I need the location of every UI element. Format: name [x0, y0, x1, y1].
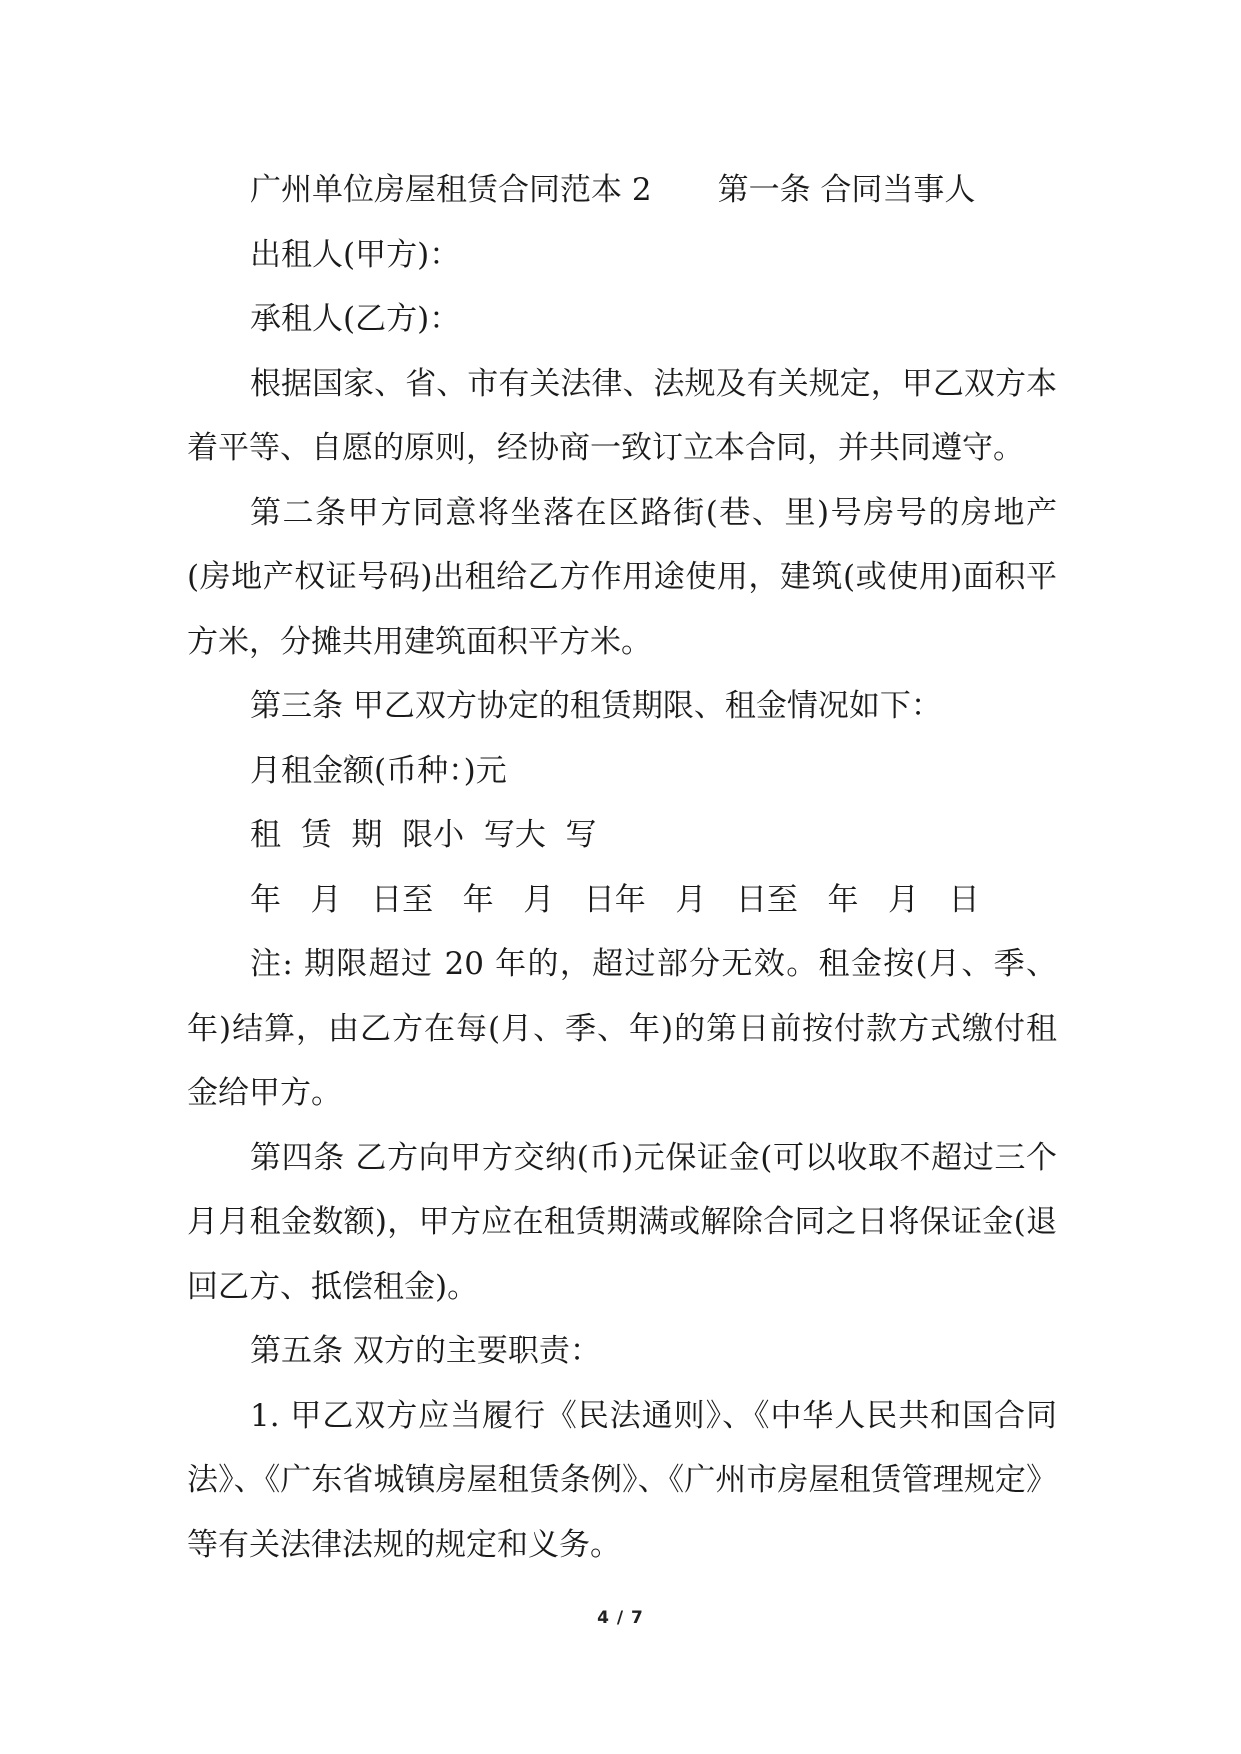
lessee-line: 承租人(乙方)：	[250, 301, 461, 337]
document-body	[187, 158, 1057, 1577]
article-2-paragraph: 第二条甲方同意将坐落在区路街(巷、里)号房号的房地产(房地产权证号码)出租给乙方作用途使用，建筑(或使用)面积平方米，分摊共用建筑面积平方米。	[187, 494, 1057, 660]
contract-heading-line	[187, 158, 1057, 223]
preamble-paragraph: 根据国家、省、市有关法律、法规及有关规定，甲乙双方本着平等、自愿的原则，经协商一致订立本合同，并共同遵守。	[187, 365, 1057, 466]
monthly-rent-line: 月租金额(币种：)元	[250, 752, 507, 789]
page-number: 4 / 7	[597, 1608, 644, 1628]
contract-title: 广州单位房屋租赁合同范本 2	[250, 172, 652, 208]
article-5-heading: 第五条 双方的主要职责：	[250, 1333, 601, 1369]
note-paragraph: 注: 期限超过 20 年的，超过部分无效。租金按(月、季、年)结算，由乙方在每(月、季、年)的第日前按付款方式缴付租金给甲方。	[187, 946, 1057, 1111]
rent-table-header: 租 赁 期 限小 写大 写	[250, 817, 597, 853]
article-5-item-1: 1. 甲乙双方应当履行《民法通则》、《中华人民共和国合同法》、《广东省城镇房屋租赁条例》、《广州市房屋租赁管理规定》等有关法律法规的规定和义务。	[187, 1397, 1057, 1563]
article-4-paragraph: 第四条 乙方向甲方交纳(币)元保证金(可以收取不超过三个月月租金数额)，甲方应在租赁期满或解除合同之日将保证金(退回乙方、抵偿租金)。	[187, 1139, 1057, 1305]
lessor-line: 出租人(甲方)：	[250, 236, 461, 273]
article-1-heading: 第一条 合同当事人	[717, 172, 976, 208]
rent-table-dates: 年 月 日至 年 月 日年 月 日至 年 月 日	[250, 881, 980, 918]
article-3-heading: 第三条 甲乙双方协定的租赁期限、租金情况如下：	[250, 688, 942, 724]
